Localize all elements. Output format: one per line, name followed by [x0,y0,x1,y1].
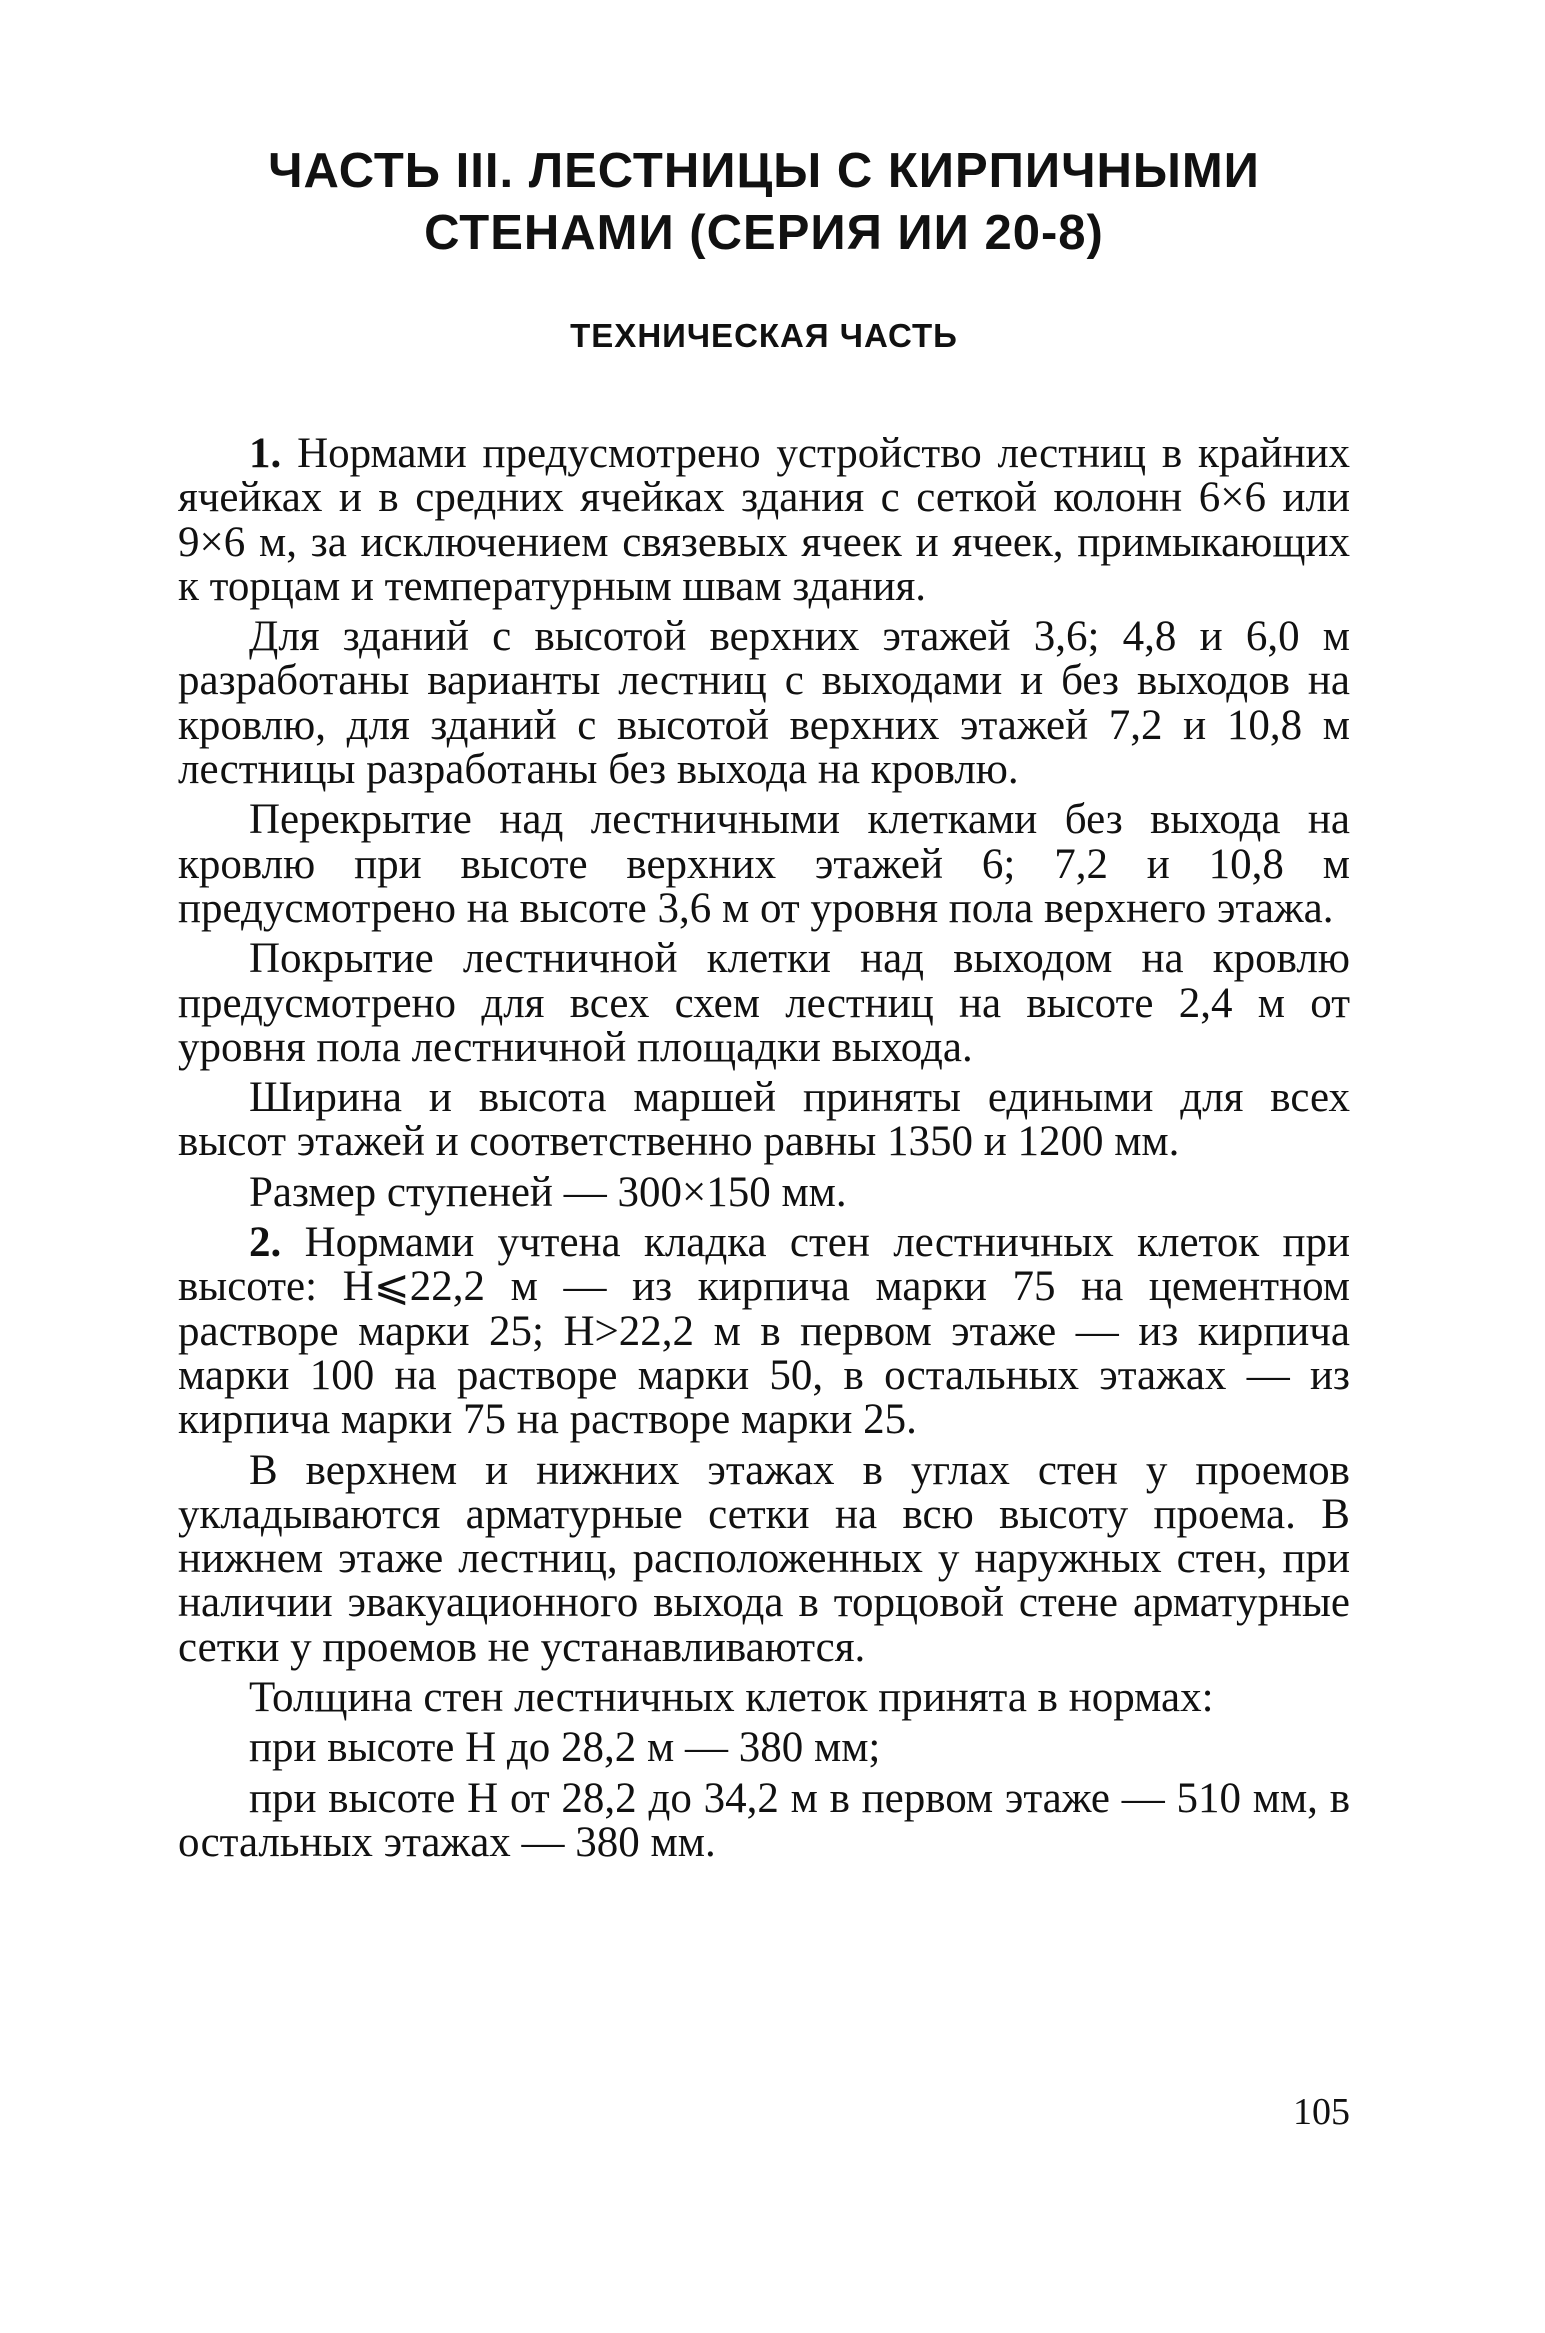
paragraph-5 [178,1076,1350,1165]
paragraph-text: Толщина стен лестничных клеток принята в нормах: [249,1674,1214,1722]
paragraph-number: 2. [249,1219,282,1267]
paragraph-text: Для зданий с высотой верхних этажей 3,6; 4,8 и 6,0 м разработаны варианты лестниц с выходами и без выходов на кровлю, для зданий с высотой верхних этажей 7,2 и 10,8 м лестницы разработаны без выхода на кровлю. [178,613,1350,794]
paragraph-text: Покрытие лестничной клетки над выходом на кровлю предусмотрено для всех схем лестниц на высоте 2,4 м от уровня пола лестничной площадки выхода. [178,935,1350,1071]
page-title: ЧАСТЬ III. ЛЕСТНИЦЫ С КИРПИЧНЫМИ СТЕНАМИ (СЕРИЯ ИИ 20-8) [268,144,1260,260]
section-subtitle: ТЕХНИЧЕСКАЯ ЧАСТЬ [570,317,958,354]
paragraph-number: 1. [249,430,282,477]
paragraph-text: Перекрытие над лестничными клетками без выхода на кровлю при высоте верхних этажей 6; 7,2 и 10,8 м предусмотрено на высоте 3,6 м от уровня пола верхнего этажа. [178,796,1350,932]
paragraph-1 [178,432,1350,609]
paragraph-text: при высоте H до 28,2 м — 380 мм; [249,1724,881,1772]
paragraph-10 [178,1726,1350,1770]
document-page [178,140,1350,2240]
paragraph-text: при высоте H от 28,2 до 34,2 м в первом этаже — 510 мм, в остальных этажах — 380 мм. [178,1774,1350,1866]
paragraph-6 [178,1168,1350,1216]
page-number: 105 [1293,2091,1350,2133]
paragraph-text: Нормами учтена кладка стен лестничных клеток при высоте: H⩽22,2 м — из кирпича марки 75 на цементном растворе марки 25; H>22,2 м в первом этаже — из кирпича марки 100 на растворе марки 50, в остальных этажах — из кирпича марки 75 на растворе марки 25. [178,1219,1350,1444]
paragraph-text: Ширина и высота маршей приняты едиными для всех высот этажей и соответственно равны 1350 и 1200 мм. [178,1074,1350,1166]
paragraph-4 [178,937,1350,1070]
document-body [178,432,1350,1865]
paragraph-text: Размер ступеней — 300×150 мм. [249,1168,847,1216]
paragraph-3 [178,798,1350,931]
paragraph-text: Нормами предусмотрено устройство лестниц в крайних ячейках и в средних ячейках здания с сеткой колонн 6×6 или 9×6 м, за исключением связевых ячеек и ячеек, примыкающих к торцам и температурным швам здания. [178,430,1350,610]
paragraph-11 [178,1774,1350,1866]
paragraph-8 [178,1446,1350,1671]
paragraph-7 [178,1221,1350,1442]
paragraph-2 [178,615,1350,792]
paragraph-9 [178,1676,1350,1720]
paragraph-text: В верхнем и нижних этажах в углах стен у проемов укладываются арматурные сетки на всю высоту проема. В нижнем этаже лестниц, расположенных у наружных стен, при наличии эвакуационного выхода в торцовой стене арматурные сетки у проемов не устанавливаются. [178,1446,1350,1671]
